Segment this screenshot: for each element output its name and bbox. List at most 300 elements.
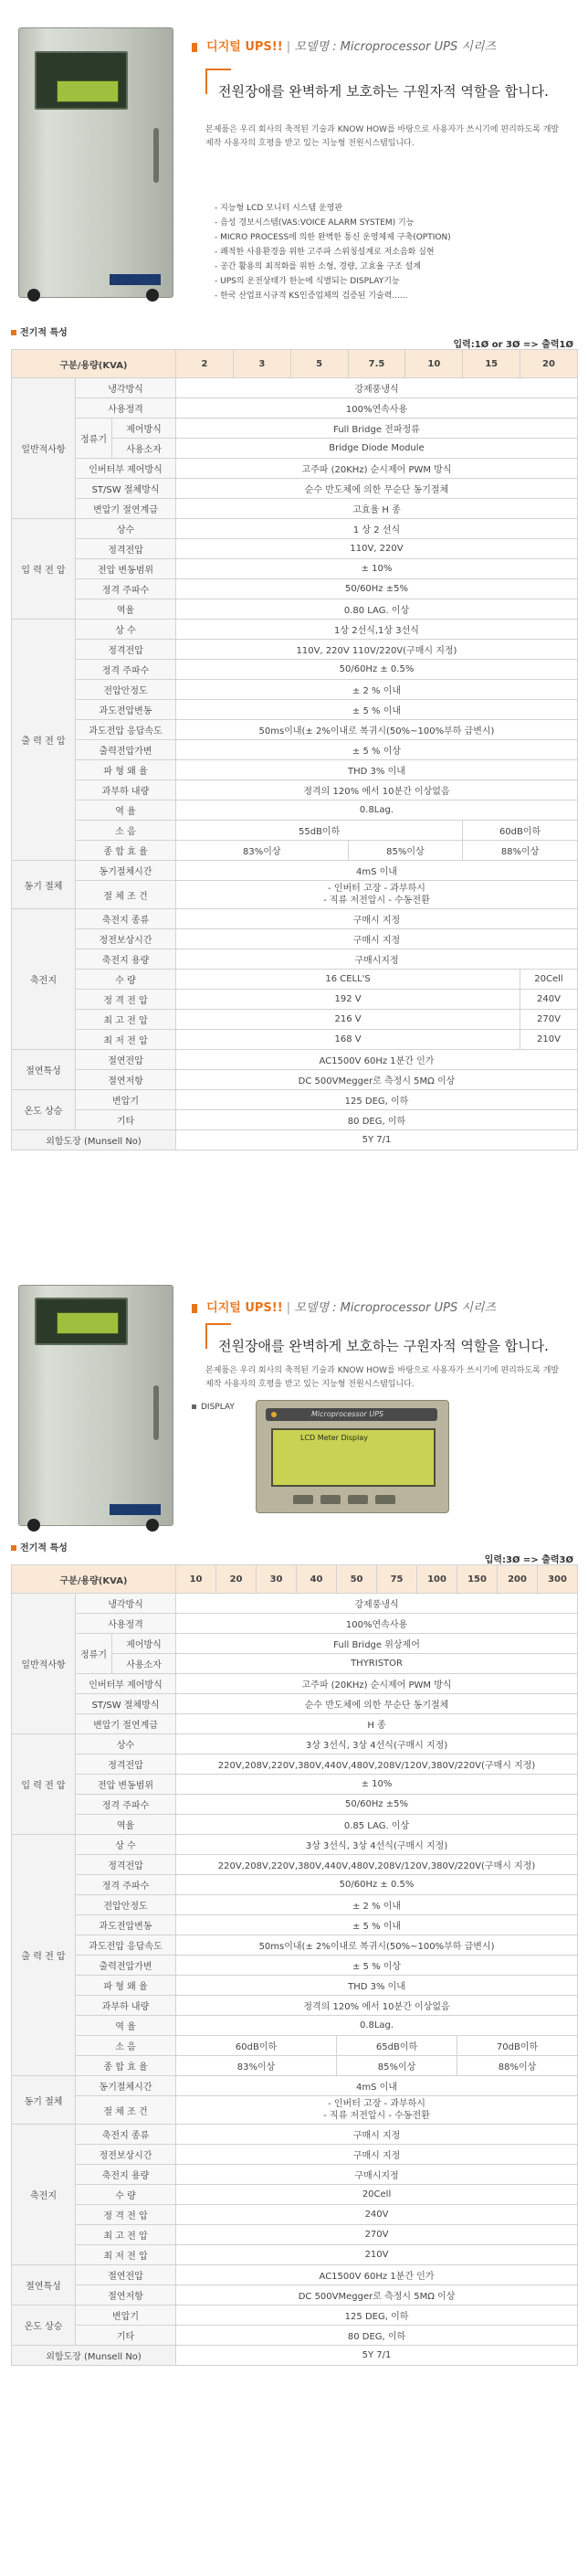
table-row: [12, 398, 578, 419]
table-row: [12, 2096, 578, 2125]
table-row: [12, 1050, 578, 1070]
table-row: [12, 539, 578, 559]
display-label: DISPLAY: [192, 1403, 235, 1412]
row-label: 과도전압변동: [76, 700, 176, 720]
table-cell: ± 2 % 이내: [176, 1895, 578, 1915]
table-row: [12, 1875, 578, 1895]
ups-cabinet-image: [18, 27, 172, 302]
table-row: [12, 2205, 578, 2225]
capacity-header: 300: [538, 1565, 578, 1594]
row-label: 변압기 절연계급: [76, 499, 176, 519]
row-label: 파 형 왜 율: [76, 760, 176, 780]
table-cell: 3상 3선식, 3상 4선식(구매시 지정): [176, 1835, 578, 1855]
row-label: 기타: [76, 2326, 176, 2346]
table-cell: ± 5 % 이내: [176, 1915, 578, 1935]
table-cell: 0.8Lag.: [176, 800, 578, 821]
row-label: 과부하 내량: [76, 1996, 176, 2016]
row-category: 입 력 전 압: [12, 519, 76, 620]
table-row: [12, 2225, 578, 2245]
table-row: [12, 2285, 578, 2306]
row-label: 절 체 조 건: [76, 2096, 176, 2125]
table-cell: 125 DEG, 이하: [176, 1090, 578, 1110]
table-row: [12, 2036, 578, 2056]
table-cell: ± 5 % 이내: [176, 700, 578, 720]
capacity-header: 3: [233, 350, 290, 378]
table-cell: ± 2 % 이내: [176, 680, 578, 700]
row-label: 정격전압: [76, 539, 176, 559]
row-label: 상 수: [76, 1835, 176, 1855]
table-cell: 구매시지정: [176, 2165, 578, 2185]
capacity-header: 20: [216, 1565, 257, 1594]
row-label: 인버터부 제어방식: [76, 459, 176, 479]
row-label: 최 저 전 압: [76, 2245, 176, 2265]
table-cell: 강제풍냉식: [176, 1594, 578, 1614]
feature-item: - UPS의 운전상태가 한눈에 식별되는 DISPLAY기능: [215, 277, 400, 286]
row-label: 정격전압: [76, 640, 176, 660]
row-label: 상수: [76, 1734, 176, 1754]
row-label: 수 량: [76, 2185, 176, 2205]
table-row: [12, 2306, 578, 2326]
intro-text: 본제품은 우리 회사의 축적된 기술과 KNOW HOW를 바탕으로 사용자가 쓰시기에 편리하도록 개발 제작 사용자의 호평을 받고 있는 지능형 전원시스템입니다.: [205, 1366, 560, 1389]
table-cell: 270V: [176, 2225, 578, 2245]
row-category: 외함도장 (Munsell No): [12, 1130, 176, 1150]
table-cell: 구매시 지정: [176, 2125, 578, 2145]
table-cell: 240V: [520, 990, 578, 1010]
row-label: 사용정격: [76, 398, 176, 419]
table-cell: 240V: [176, 2205, 578, 2225]
feature-item: - MICRO PROCESS에 의한 완벽한 통신 운영체제 구축(OPTION): [215, 233, 451, 242]
table-cell: Full Bridge 전파정류: [176, 419, 578, 439]
feature-item: - 공간 활용의 최적화를 위한 소형, 경량, 고효율 구조 설계: [215, 262, 421, 271]
row-category: 절연특성: [12, 1050, 76, 1090]
table-row: [12, 1835, 578, 1855]
table-row: [12, 909, 578, 929]
table-cell: 83%이상: [176, 841, 349, 861]
table-cell: AC1500V 60Hz 1분간 인가: [176, 1050, 578, 1070]
row-label: 파 형 왜 율: [76, 1976, 176, 1996]
table-row: [12, 800, 578, 821]
row-label: 종 합 효 율: [76, 2056, 176, 2076]
table-cell: ± 5 % 이상: [176, 1956, 578, 1976]
table-row: [12, 1996, 578, 2016]
row-label: 정 격 전 압: [76, 990, 176, 1010]
table-cell: 192 V: [176, 990, 520, 1010]
table-cell: 강제풍냉식: [176, 378, 578, 398]
row-category: 동기 절체: [12, 861, 76, 909]
table-row: [12, 1674, 578, 1694]
capacity-header: 2: [176, 350, 234, 378]
table-cell: 110V, 220V 110V/220V(구매시 지정): [176, 640, 578, 660]
row-label: 전압안정도: [76, 1895, 176, 1915]
table-cell: 100%연속사용: [176, 398, 578, 419]
capacity-header: 10: [176, 1565, 216, 1594]
io-label: 입력:3Ø => 출력3Ø: [484, 1555, 573, 1565]
bullet-icon: [11, 330, 16, 335]
table-cell: 1상 2선식,1상 3선식: [176, 620, 578, 640]
table-row: [12, 1070, 578, 1090]
table-row: [12, 1915, 578, 1935]
table-cell: 65dB이하: [337, 2036, 457, 2056]
table-cell: 20Cell: [520, 970, 578, 990]
row-subgroup: 정류기: [76, 1634, 112, 1674]
spec-table: [11, 349, 578, 1150]
row-label: 과도전압 응답속도: [76, 720, 176, 740]
table-row: [12, 1714, 578, 1734]
table-cell: 구매시 지정: [176, 2145, 578, 2165]
table-cell: - 인버터 고장 - 과부하시 - 직류 저전압시 - 수동전환: [176, 881, 578, 909]
table-row: [12, 970, 578, 990]
row-label: 기타: [76, 1110, 176, 1130]
product-title: 디지털 UPS!! | 모델명 : Microprocessor UPS 시리즈: [192, 37, 496, 54]
table-cell: 4mS 이내: [176, 861, 578, 881]
row-label: 전압 변동범위: [76, 559, 176, 579]
row-label: 정격 주파수: [76, 1795, 176, 1815]
row-label: 출력전압가변: [76, 740, 176, 760]
capacity-header: 50: [337, 1565, 377, 1594]
row-label: 축전지 종류: [76, 909, 176, 929]
table-cell: 210V: [520, 1030, 578, 1050]
row-label: 변압기: [76, 2306, 176, 2326]
table-cell: 3상 3선식, 3상 4선식(구매시 지정): [176, 1734, 578, 1754]
bullet-icon: [11, 1545, 16, 1551]
brand-label: 디지털 UPS!!: [206, 1301, 283, 1315]
table-cell: 20Cell: [176, 2185, 578, 2205]
row-label: 변압기 절연계급: [76, 1714, 176, 1734]
row-label: 과도전압 응답속도: [76, 1935, 176, 1956]
table-row: [12, 740, 578, 760]
row-label: ST/SW 절체방식: [76, 1694, 176, 1714]
table-cell: Full Bridge 위상제어: [176, 1634, 578, 1654]
table-row: [12, 620, 578, 640]
row-label: 절연저항: [76, 1070, 176, 1090]
capacity-header: 7.5: [348, 350, 405, 378]
bullet-icon: [192, 1405, 196, 1409]
row-label: 제어방식: [112, 419, 176, 439]
table-cell: 270V: [520, 1010, 578, 1030]
table-cell: - 인버터 고장 - 과부하시 - 직류 저전압시 - 수동전환: [176, 2096, 578, 2125]
table-cell: 정격의 120% 에서 10분간 이상없음: [176, 780, 578, 800]
row-label: 절연저항: [76, 2285, 176, 2306]
table-cell: 85%이상: [337, 2056, 457, 2076]
table-cell: 85%이상: [348, 841, 463, 861]
row-label: 사용정격: [76, 1614, 176, 1634]
table-cell: 순수 반도체에 의한 무순단 동기절체: [176, 479, 578, 499]
row-label: 역 율: [76, 800, 176, 821]
table-row: [12, 2165, 578, 2185]
ups-cabinet-image: [18, 1285, 172, 1532]
header-label: 구분/용량(KVA): [12, 350, 176, 378]
table-cell: 0.8Lag.: [176, 2016, 578, 2036]
row-category: 온도 상승: [12, 2306, 76, 2346]
feature-list: [215, 201, 575, 303]
row-label: 소 음: [76, 2036, 176, 2056]
row-label: 최 고 전 압: [76, 2225, 176, 2245]
table-cell: 고주파 (20KHz) 순시제어 PWM 방식: [176, 1674, 578, 1694]
table-row: [12, 419, 578, 439]
table-row: [12, 559, 578, 579]
table-cell: DC 500VMegger로 측정시 5MΩ 이상: [176, 2285, 578, 2306]
table-row: [12, 1734, 578, 1754]
table-cell: 1 상 2 선식: [176, 519, 578, 539]
table-row: [12, 2125, 578, 2145]
row-label: 종 합 효 율: [76, 841, 176, 861]
feature-item: - 한국 산업표시규격 KS인증업체의 검증된 기술력......: [215, 292, 408, 301]
table-row: [12, 2185, 578, 2205]
table-row: [12, 2056, 578, 2076]
row-label: 과부하 내량: [76, 780, 176, 800]
table-row: [12, 1754, 578, 1775]
feature-item: - 음성 경보시스템(VAS:VOICE ALARM SYSTEM) 기능: [215, 218, 415, 228]
table-row: [12, 2265, 578, 2285]
table-cell: ± 10%: [176, 559, 578, 579]
table-cell: 210V: [176, 2245, 578, 2265]
model-label: 모델명 :: [294, 40, 337, 54]
io-label: 입력:1Ø or 3Ø => 출력1Ø: [453, 340, 573, 350]
row-label: 축전지 용량: [76, 949, 176, 970]
row-label: 동기절체시간: [76, 861, 176, 881]
slogan-box: [205, 1323, 562, 1360]
display-panel-image: Microprocessor UPS LCD Meter Display: [256, 1400, 449, 1513]
row-label: 역 율: [76, 2016, 176, 2036]
table-row: [12, 2245, 578, 2265]
table-row: [12, 861, 578, 881]
spec-table: [11, 1564, 578, 2366]
table-row: [12, 1090, 578, 1110]
table-cell: H 종: [176, 1714, 578, 1734]
table-cell: 고주파 (20KHz) 순시제어 PWM 방식: [176, 459, 578, 479]
table-cell: 50/60Hz ±5%: [176, 1795, 578, 1815]
row-label: 상수: [76, 519, 176, 539]
table-cell: THD 3% 이내: [176, 1976, 578, 1996]
table-row: [12, 1130, 578, 1150]
table-row: [12, 1594, 578, 1614]
table-row: [12, 378, 578, 398]
table-cell: 80 DEG, 이하: [176, 2326, 578, 2346]
row-label: 정격 주파수: [76, 579, 176, 599]
table-cell: 구매시 지정: [176, 909, 578, 929]
capacity-header: 40: [297, 1565, 337, 1594]
capacity-header: 10: [405, 350, 463, 378]
product-section-2: [0, 1261, 588, 2576]
table-row: [12, 1956, 578, 1976]
row-category: 일반적사항: [12, 378, 76, 519]
row-label: 정격전압: [76, 1754, 176, 1775]
row-label: 역율: [76, 1815, 176, 1835]
row-label: 절 체 조 건: [76, 881, 176, 909]
model-name: Microprocessor UPS 시리즈: [340, 40, 497, 54]
row-label: 최 고 전 압: [76, 1010, 176, 1030]
table-row: [12, 579, 578, 599]
table-row: [12, 949, 578, 970]
row-label: 정전보상시간: [76, 2145, 176, 2165]
intro-text: 본제품은 우리 회사의 축적된 기술과 KNOW HOW를 바탕으로 사용자가 쓰시기에 편리하도록 개발 제작 사용자의 호평을 받고 있는 지능형 전원시스템입니다.: [205, 125, 560, 148]
table-row: [12, 519, 578, 539]
table-cell: 50ms이내(± 2%이내로 복귀시(50%~100%부하 급변시): [176, 720, 578, 740]
model-name: Microprocessor UPS 시리즈: [340, 1301, 497, 1315]
row-label: 제어방식: [112, 1634, 176, 1654]
table-cell: THD 3% 이내: [176, 760, 578, 780]
table-cell: 구매시 지정: [176, 929, 578, 949]
table-row: [12, 1775, 578, 1795]
title-marker-icon: [192, 43, 197, 52]
row-label: 소 음: [76, 821, 176, 841]
table-row: [12, 640, 578, 660]
table-row: [12, 1895, 578, 1915]
table-cell: 55dB이하: [176, 821, 463, 841]
feature-item: - 지능형 LCD 모니터 시스템 운영판: [215, 204, 343, 213]
table-row: [12, 1855, 578, 1875]
table-cell: 16 CELL'S: [176, 970, 520, 990]
row-label: 인버터부 제어방식: [76, 1674, 176, 1694]
table-row: [12, 990, 578, 1010]
table-row: [12, 1634, 578, 1654]
table-cell: 110V, 220V: [176, 539, 578, 559]
table-cell: THYRISTOR: [176, 1654, 578, 1674]
product-section-1: [0, 0, 588, 1197]
table-cell: Bridge Diode Module: [176, 439, 578, 459]
table-cell: ± 10%: [176, 1775, 578, 1795]
row-subgroup: 정류기: [76, 419, 112, 459]
table-row: [12, 660, 578, 680]
row-label: 절연전압: [76, 2265, 176, 2285]
row-label: ST/SW 절체방식: [76, 479, 176, 499]
capacity-header: 100: [417, 1565, 457, 1594]
capacity-header: 15: [463, 350, 520, 378]
row-label: 축전지 용량: [76, 2165, 176, 2185]
table-row: [12, 700, 578, 720]
table-row: [12, 881, 578, 909]
row-label: 수 량: [76, 970, 176, 990]
header-label: 구분/용량(KVA): [12, 1565, 176, 1594]
slogan: 전원장애를 완벽하게 보호하는 구원자적 역할을 합니다.: [218, 1338, 549, 1354]
feature-item: - 쾌적한 사용환경을 위한 고주파 스위칭설계로 저소음화 실현: [215, 248, 435, 257]
table-cell: 구매시지정: [176, 949, 578, 970]
table-cell: 83%이상: [176, 2056, 337, 2076]
table-cell: 60dB이하: [176, 2036, 337, 2056]
table-row: [12, 2346, 578, 2366]
row-category: 출 력 전 압: [12, 620, 76, 861]
title-marker-icon: [192, 1304, 197, 1313]
model-label: 모델명 :: [294, 1301, 337, 1315]
row-label: 냉각방식: [76, 1594, 176, 1614]
row-category: 온도 상승: [12, 1090, 76, 1130]
table-cell: 125 DEG, 이하: [176, 2306, 578, 2326]
product-title: 디지털 UPS!! | 모델명 : Microprocessor UPS 시리즈: [192, 1298, 496, 1315]
table-cell: 88%이상: [463, 841, 578, 861]
row-label: 과도전압변동: [76, 1915, 176, 1935]
table-cell: 168 V: [176, 1030, 520, 1050]
row-label: 정격 주파수: [76, 660, 176, 680]
table-cell: 50/60Hz ± 0.5%: [176, 1875, 578, 1895]
table-cell: 순수 반도체에 의한 무순단 동기절체: [176, 1694, 578, 1714]
table-row: [12, 760, 578, 780]
table-cell: 0.85 LAG. 이상: [176, 1815, 578, 1835]
table-cell: 70dB이하: [457, 2036, 578, 2056]
table-row: [12, 2016, 578, 2036]
capacity-header: 20: [520, 350, 578, 378]
table-row: [12, 1935, 578, 1956]
row-label: 변압기: [76, 1090, 176, 1110]
row-category: 동기 절체: [12, 2076, 76, 2125]
row-label: 전압 변동범위: [76, 1775, 176, 1795]
capacity-header: 30: [257, 1565, 297, 1594]
table-row: [12, 1010, 578, 1030]
row-label: 출력전압가변: [76, 1956, 176, 1976]
table-header-row: [12, 1565, 578, 1594]
table-cell: 정격의 120% 에서 10분간 이상없음: [176, 1996, 578, 2016]
table-row: [12, 499, 578, 519]
capacity-header: 150: [457, 1565, 498, 1594]
table-row: [12, 821, 578, 841]
row-label: 정격 주파수: [76, 1875, 176, 1895]
table-row: [12, 720, 578, 740]
row-label: 전압안정도: [76, 680, 176, 700]
table-row: [12, 1614, 578, 1634]
row-category: 일반적사항: [12, 1594, 76, 1734]
spec-title: 전기적 특성: [11, 1540, 68, 1553]
table-row: [12, 2076, 578, 2096]
table-row: [12, 680, 578, 700]
slogan-box: [205, 69, 562, 105]
row-category: 절연특성: [12, 2265, 76, 2306]
table-row: [12, 1815, 578, 1835]
table-cell: 50ms이내(± 2%이내로 복귀시(50%~100%부하 급변시): [176, 1935, 578, 1956]
table-cell: 50/60Hz ±5%: [176, 579, 578, 599]
row-label: 정 격 전 압: [76, 2205, 176, 2225]
table-row: [12, 1694, 578, 1714]
table-row: [12, 841, 578, 861]
row-label: 정전보상시간: [76, 929, 176, 949]
table-row: [12, 780, 578, 800]
row-label: 사용소자: [112, 439, 176, 459]
table-row: [12, 459, 578, 479]
row-label: 축전지 종류: [76, 2125, 176, 2145]
row-category: 외함도장 (Munsell No): [12, 2346, 176, 2366]
capacity-header: 200: [498, 1565, 538, 1594]
table-row: [12, 1976, 578, 1996]
table-cell: 50/60Hz ± 0.5%: [176, 660, 578, 680]
table-row: [12, 929, 578, 949]
table-cell: ± 5 % 이상: [176, 740, 578, 760]
table-cell: 220V,208V,220V,380V,440V,480V,208V/120V,380V/220V(구매시 지정): [176, 1855, 578, 1875]
table-cell: 4mS 이내: [176, 2076, 578, 2096]
row-label: 상 수: [76, 620, 176, 640]
spec-title: 전기적 특성: [11, 324, 68, 338]
table-row: [12, 2326, 578, 2346]
table-cell: DC 500VMegger로 측정시 5MΩ 이상: [176, 1070, 578, 1090]
table-cell: 80 DEG, 이하: [176, 1110, 578, 1130]
capacity-header: 5: [290, 350, 348, 378]
row-label: 사용소자: [112, 1654, 176, 1674]
table-row: [12, 1110, 578, 1130]
row-label: 절연전압: [76, 1050, 176, 1070]
table-row: [12, 2145, 578, 2165]
table-cell: 0.80 LAG. 이상: [176, 599, 578, 620]
table-row: [12, 599, 578, 620]
table-cell: 5Y 7/1: [176, 2346, 578, 2366]
row-label: 정격전압: [76, 1855, 176, 1875]
row-label: 냉각방식: [76, 378, 176, 398]
capacity-header: 75: [377, 1565, 417, 1594]
row-label: 동기절체시간: [76, 2076, 176, 2096]
row-category: 축전지: [12, 909, 76, 1050]
table-cell: 220V,208V,220V,380V,440V,480V,208V/120V,380V/220V(구매시 지정): [176, 1754, 578, 1775]
table-header-row: [12, 350, 578, 378]
table-row: [12, 1795, 578, 1815]
table-row: [12, 1030, 578, 1050]
table-cell: 5Y 7/1: [176, 1130, 578, 1150]
table-row: [12, 479, 578, 499]
